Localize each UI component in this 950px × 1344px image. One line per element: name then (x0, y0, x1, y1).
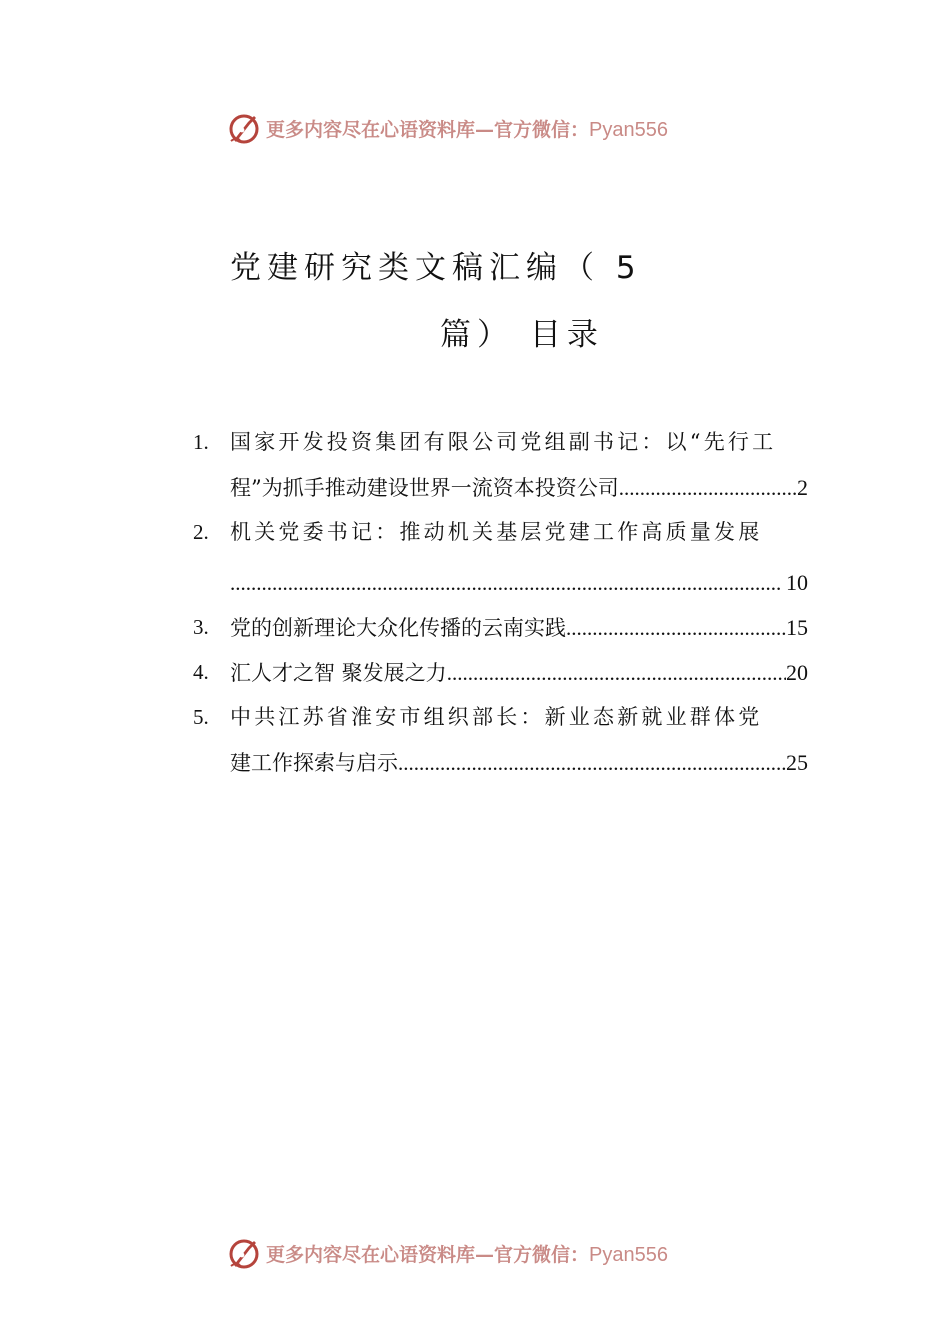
toc-entry-title-line-1: 国家开发投资集团有限公司党组副书记：以“先行工 (230, 430, 777, 454)
toc-entry-1[interactable] (193, 420, 808, 510)
toc-entry-title-line-1: 汇人才之智 聚发展之力 (230, 661, 447, 685)
dot-leader (566, 606, 786, 651)
banner-text: 更多内容尽在心语资料库—官方微信：Pyan556 (266, 1243, 668, 1266)
toc-entry-title-line-2: 程”为抓手推动建设世界一流资本投资公司 (230, 476, 619, 500)
toc-entry-5[interactable] (193, 695, 808, 785)
pen-logo-icon (226, 110, 262, 146)
dot-leader (230, 561, 782, 606)
toc-entry-number: 5. (193, 705, 209, 729)
toc-entry-number: 2. (193, 520, 209, 544)
dot-leader (447, 651, 786, 696)
banner-text: 更多内容尽在心语资料库—官方微信：Pyan556 (266, 118, 668, 141)
toc-entry-page-number: 20 (786, 660, 808, 685)
pen-logo-icon (226, 1235, 262, 1271)
toc-entry-page-number: 25 (786, 750, 808, 775)
toc-entry-leader-line (230, 560, 808, 605)
toc-entry-3[interactable] (193, 605, 808, 650)
toc-entry-title-line-1: 中共江苏省淮安市组织部长：新业态新就业群体党 (230, 705, 763, 729)
toc-entry-leader-line (230, 605, 808, 650)
toc-entry-title-line-1: 机关党委书记：推动机关基层党建工作高质量发展 (230, 520, 763, 544)
toc-entry-title-line-1: 党的创新理论大众化传播的云南实践 (230, 616, 566, 640)
document-title-line-1: 党建研究类文稿汇编（ 5 (230, 250, 642, 286)
toc-entry-4[interactable] (193, 650, 808, 695)
toc-entry-page-number: 10 (786, 570, 808, 595)
document-title-line-2: 篇） 目录 (440, 317, 604, 353)
toc-entry-leader-line (230, 465, 808, 510)
toc-entry-number: 4. (193, 660, 209, 684)
table-of-contents (193, 420, 808, 785)
toc-entry-2[interactable] (193, 510, 808, 605)
toc-entry-leader-line (230, 650, 808, 695)
toc-entry-leader-line (230, 740, 808, 785)
toc-entry-number: 3. (193, 615, 209, 639)
toc-entry-number: 1. (193, 430, 209, 454)
dot-leader (619, 466, 797, 511)
toc-entry-page-number: 2 (797, 475, 808, 500)
toc-entry-page-number: 15 (786, 615, 808, 640)
header-banner (226, 108, 668, 148)
footer-banner (226, 1233, 668, 1273)
dot-leader (398, 741, 786, 786)
toc-entry-title-line-2: 建工作探索与启示 (230, 751, 398, 775)
